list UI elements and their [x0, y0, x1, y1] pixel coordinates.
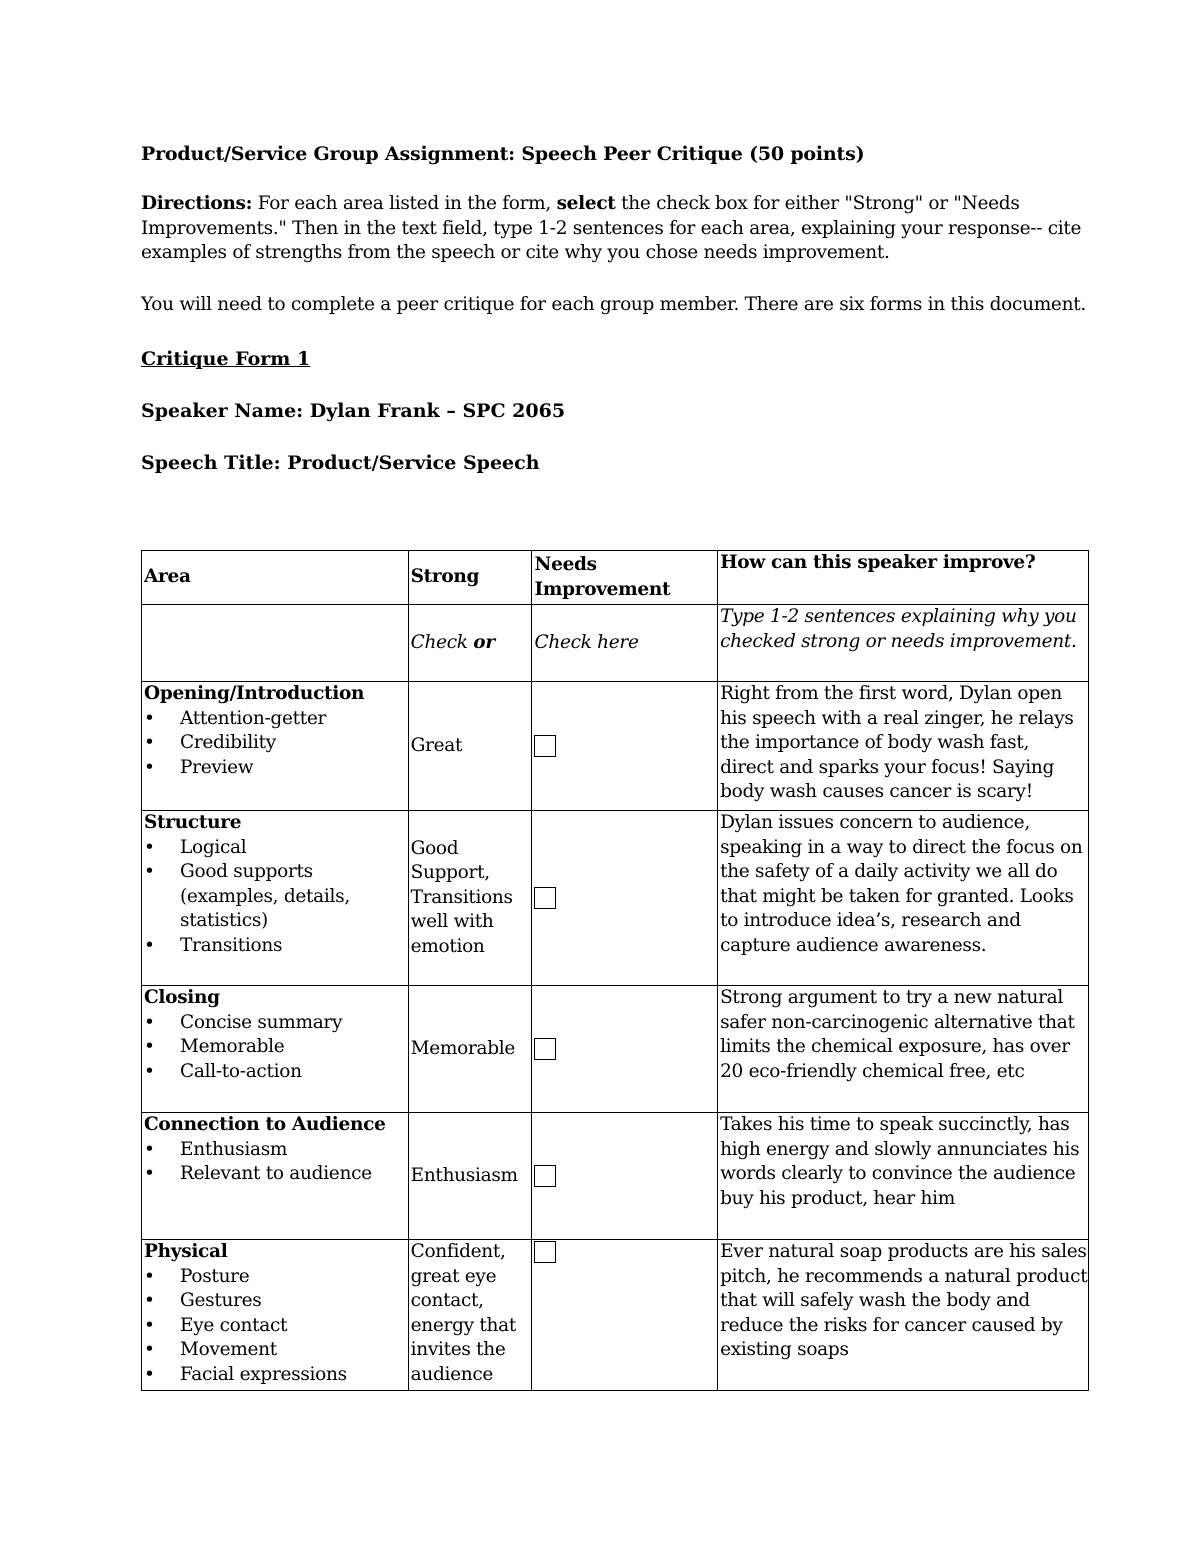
bullet-item: • Logical	[144, 836, 408, 861]
directions-label: Directions:	[141, 193, 253, 214]
area-cell	[142, 811, 409, 986]
bullet-item: • Good supports (examples, details, statistics)	[144, 860, 408, 934]
needs-improvement-cell	[532, 682, 718, 811]
area-bullets	[144, 1138, 408, 1187]
bullet-item: • Transitions	[144, 934, 408, 959]
speaker-name-line: Speaker Name: Dylan Frank – SPC 2065	[141, 400, 566, 422]
directions-select-word: select	[556, 193, 616, 214]
bullet-item: • Facial expressions	[144, 1363, 408, 1388]
area-bullets	[144, 1011, 408, 1085]
comment-cell[interactable]: Dylan issues concern to audience, speaking in a way to direct the focus on the safety of a daily activity we all do that might be taken for granted. Looks to introduce idea’s, research and capture audience awareness.	[718, 811, 1089, 986]
bullet-item: • Concise summary	[144, 1011, 408, 1036]
needs-improvement-cell	[532, 1240, 718, 1391]
needs-improvement-checkbox[interactable]	[534, 1165, 556, 1187]
needs-improvement-checkbox[interactable]	[534, 1241, 556, 1263]
area-title: Structure	[144, 812, 242, 833]
instruction-row	[142, 605, 1089, 682]
directions-text-1: For each area listed in the form,	[252, 193, 557, 214]
needs-improvement-checkbox[interactable]	[534, 1038, 556, 1060]
header-strong: Strong	[408, 551, 532, 605]
needs-improvement-cell	[532, 986, 718, 1113]
area-title: Physical	[144, 1241, 228, 1262]
needs-improvement-checkbox[interactable]	[534, 887, 556, 909]
critique-form-heading: Critique Form 1	[141, 348, 311, 370]
needs-improvement-checkbox[interactable]	[534, 735, 556, 757]
comment-cell[interactable]: Right from the first word, Dylan open his speech with a real zinger, he relays the importance of body wash fast, direct and sparks your focus! Saying body wash causes cancer is scary!	[718, 682, 1089, 811]
area-title: Closing	[144, 987, 220, 1008]
bullet-item: • Credibility	[144, 731, 408, 756]
area-bullets	[144, 836, 408, 959]
instruction-strong-cell	[408, 605, 532, 682]
document-page	[141, 140, 1089, 476]
area-cell	[142, 986, 409, 1113]
table-header-row	[142, 551, 1089, 605]
area-bullets	[144, 707, 408, 781]
peer-critique-note: You will need to complete a peer critique for each group member. There are six forms in this document.	[141, 293, 1086, 315]
area-title: Opening/Introduction	[144, 683, 365, 704]
bullet-item: • Relevant to audience	[144, 1162, 408, 1187]
area-cell	[142, 1240, 409, 1391]
bullet-item: • Posture	[144, 1265, 408, 1290]
directions-paragraph	[141, 192, 1089, 266]
bullet-item: • Movement	[144, 1338, 408, 1363]
area-bullets	[144, 1265, 408, 1388]
strong-cell[interactable]: Memorable	[408, 986, 532, 1113]
header-needs-improvement: Needs Improvement	[532, 551, 718, 605]
bullet-item: • Attention-getter	[144, 707, 408, 732]
bullet-item: • Eye contact	[144, 1314, 408, 1339]
instruction-improve-cell: Type 1-2 sentences explaining why you checked strong or needs improvement.	[718, 605, 1089, 682]
header-how-improve: How can this speaker improve?	[718, 551, 1089, 605]
strong-cell[interactable]: Good Support, Transitions well with emotion	[408, 811, 532, 986]
instruction-check: Check	[410, 631, 474, 653]
bullet-item: • Gestures	[144, 1289, 408, 1314]
comment-cell[interactable]: Ever natural soap products are his sales pitch, he recommends a natural product that will safely wash the body and reduce the risks for cancer caused by existing soaps	[718, 1240, 1089, 1391]
header-area: Area	[142, 551, 409, 605]
bullet-item: • Memorable	[144, 1035, 408, 1060]
table-row	[142, 1113, 1089, 1240]
document-title: Product/Service Group Assignment: Speech Peer Critique (50 points)	[141, 143, 865, 165]
speech-title-line: Speech Title: Product/Service Speech	[141, 452, 540, 474]
critique-table	[141, 550, 1089, 1391]
area-title: Connection to Audience	[144, 1114, 386, 1135]
strong-cell[interactable]: Enthusiasm	[408, 1113, 532, 1240]
comment-cell[interactable]: Strong argument to try a new natural safer non-carcinogenic alternative that limits the chemical exposure, has over 20 eco-friendly chemical free, etc	[718, 986, 1089, 1113]
table-row	[142, 811, 1089, 986]
needs-improvement-cell	[532, 811, 718, 986]
bullet-item: • Preview	[144, 756, 408, 781]
instruction-or: or	[473, 631, 495, 653]
strong-cell[interactable]: Great	[408, 682, 532, 811]
directions-text-2: the check box for either "Strong" or "Needs Improvements." Then in the text field, type 1-2 sentences for each area, explaining your response-- cite examples of strengths from the speech or cite why you chose needs improvement.	[141, 193, 1082, 263]
instruction-needs-cell: Check here	[532, 605, 718, 682]
needs-improvement-cell	[532, 1113, 718, 1240]
comment-cell[interactable]: Takes his time to speak succinctly, has high energy and slowly annunciates his words clearly to convince the audience buy his product, hear him	[718, 1113, 1089, 1240]
area-cell	[142, 1113, 409, 1240]
table-row	[142, 1240, 1089, 1391]
bullet-item: • Call-to-action	[144, 1060, 408, 1085]
strong-cell[interactable]: Confident, great eye contact, energy that invites the audience	[408, 1240, 532, 1391]
area-cell	[142, 682, 409, 811]
instruction-area-cell	[142, 605, 409, 682]
table-row	[142, 986, 1089, 1113]
bullet-item: • Enthusiasm	[144, 1138, 408, 1163]
table-row	[142, 682, 1089, 811]
